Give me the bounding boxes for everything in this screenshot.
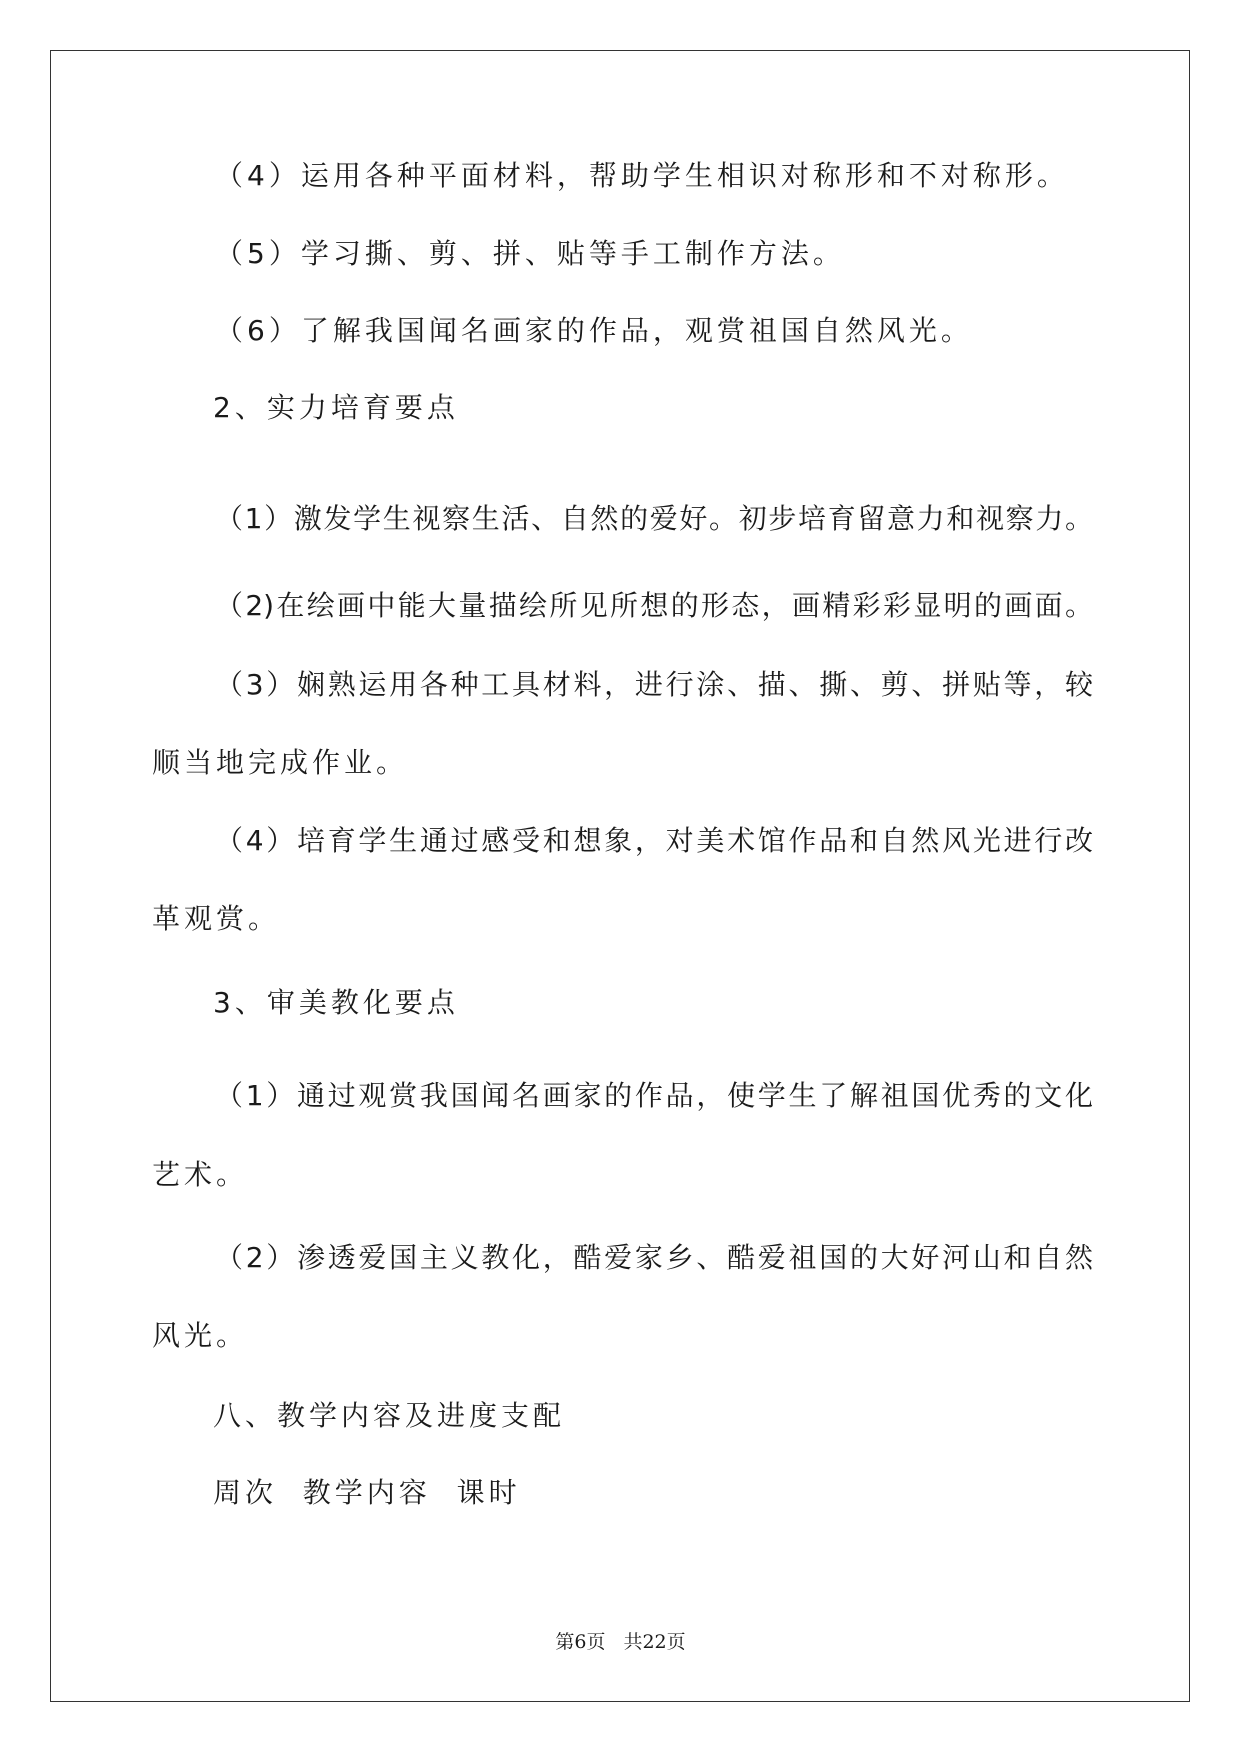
paragraph-line: （5）学习撕、剪、拼、贴等手工制作方法。: [215, 237, 845, 270]
paragraph-line: 艺术。: [152, 1158, 249, 1191]
paragraph-line: （1）通过观赏我国闻名画家的作品，使学生了解祖国优秀的文化: [215, 1079, 1093, 1112]
page-number: 第6页: [555, 1631, 606, 1653]
paragraph-line: （6）了解我国闻名画家的作品，观赏祖国自然风光。: [215, 314, 973, 347]
paragraph-line: （3）娴熟运用各种工具材料，进行涂、描、撕、剪、拼贴等，较: [215, 668, 1093, 701]
section-heading: 2、实力培育要点: [213, 391, 459, 424]
paragraph-line: （2)在绘画中能大量描绘所见所想的形态，画精彩彩显明的画面。: [215, 589, 1093, 622]
paragraph-line: （4）培育学生通过感受和想象，对美术馆作品和自然风光进行改: [215, 824, 1093, 857]
paragraph-line: 革观赏。: [152, 902, 281, 935]
paragraph-line: 风光。: [152, 1319, 249, 1352]
paragraph-line: （2）渗透爱国主义教化，酷爱家乡、酷爱祖国的大好河山和自然: [215, 1241, 1093, 1274]
paragraph-line: （4）运用各种平面材料，帮助学生相识对称形和不对称形。: [215, 159, 1069, 192]
page-total: 共22页: [623, 1631, 686, 1653]
section-heading: 八、教学内容及进度支配: [213, 1399, 566, 1432]
paragraph-line: 顺当地完成作业。: [152, 746, 409, 779]
paragraph-line: （1）激发学生视察生活、自然的爱好。初步培育留意力和视察力。: [215, 502, 1093, 535]
page-border: [50, 50, 1190, 1702]
section-heading: 3、审美教化要点: [213, 986, 459, 1019]
page-footer: [0, 1630, 1241, 1654]
table-header-line: 周次 教学内容 课时: [213, 1476, 521, 1509]
